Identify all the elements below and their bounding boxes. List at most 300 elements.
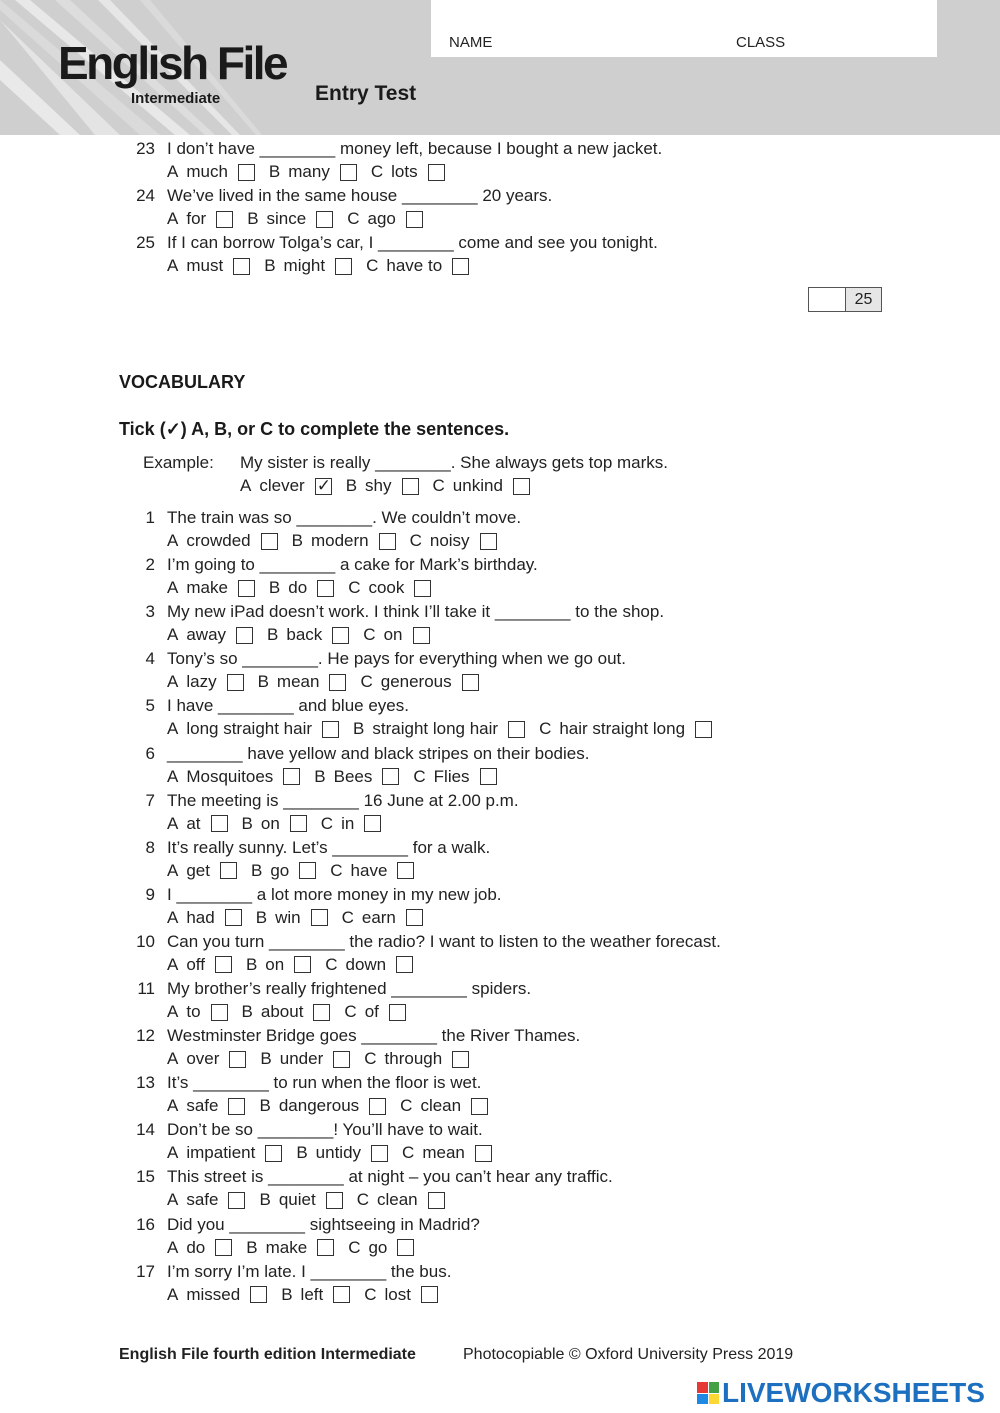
option-letter: C: [325, 954, 338, 974]
answer-option: [167, 208, 233, 230]
option-letter: B: [250, 860, 263, 880]
checked-tick-box[interactable]: [315, 478, 332, 495]
question-item: [0, 1214, 1000, 1261]
answer-option: [360, 671, 478, 693]
answer-option: [167, 1284, 267, 1306]
option-letter: A: [167, 954, 179, 974]
tick-box[interactable]: [233, 258, 250, 275]
answer-option: [167, 766, 300, 788]
answer-option: [246, 1237, 334, 1259]
tick-box[interactable]: [236, 627, 253, 644]
question-item: [0, 884, 1000, 931]
option-text: had: [186, 907, 215, 927]
option-letter: B: [345, 476, 358, 495]
answer-option: [347, 208, 423, 230]
option-letter: B: [296, 1143, 308, 1163]
option-letter: C: [539, 719, 552, 739]
option-text: back: [286, 625, 323, 645]
option-letter: C: [348, 578, 361, 598]
tick-box[interactable]: [215, 1239, 232, 1256]
option-letter: C: [409, 531, 422, 550]
option-text: make: [186, 578, 228, 598]
option-letter: B: [268, 162, 281, 181]
answer-options: [167, 1189, 459, 1211]
tick-box[interactable]: [333, 1286, 350, 1303]
option-letter: A: [167, 907, 179, 927]
tick-box[interactable]: [299, 862, 316, 879]
tick-box[interactable]: [311, 909, 328, 926]
tick-box[interactable]: [369, 1098, 386, 1115]
answer-option: [240, 475, 332, 497]
option-text: do: [288, 578, 308, 598]
tick-box[interactable]: [290, 815, 307, 832]
answer-option: [167, 860, 237, 882]
option-text: quiet: [278, 1190, 316, 1210]
option-text: over: [186, 1049, 220, 1069]
tick-box[interactable]: [238, 164, 255, 181]
answer-option: [264, 255, 352, 277]
answer-option: [242, 1001, 331, 1023]
option-text: must: [186, 256, 224, 275]
tick-box[interactable]: [335, 258, 352, 275]
answer-option: [364, 1284, 438, 1306]
example-label: Example:: [143, 453, 214, 472]
answer-option: [348, 1237, 414, 1259]
tick-box[interactable]: [333, 1051, 350, 1068]
option-letter: A: [167, 162, 179, 181]
answer-option: [246, 954, 311, 976]
tick-box[interactable]: [402, 478, 419, 495]
logo-title: English File: [58, 37, 287, 89]
option-letter: C: [364, 1049, 377, 1069]
answer-option: [267, 624, 349, 646]
answer-option: [346, 475, 419, 497]
option-text: earn: [361, 907, 396, 927]
tick-box[interactable]: [332, 627, 349, 644]
answer-option: [242, 813, 307, 835]
tick-box[interactable]: [428, 1192, 445, 1209]
answer-options: [167, 813, 395, 835]
answer-option: [251, 860, 316, 882]
option-letter: C: [370, 162, 384, 181]
question-text: I ________ a lot more money in my new job.: [167, 884, 502, 904]
tick-box[interactable]: [406, 909, 423, 926]
score-box: [808, 287, 882, 312]
option-text: unkind: [452, 476, 503, 495]
answer-option: [364, 1048, 469, 1070]
question-number: 16: [136, 1214, 155, 1234]
tick-box[interactable]: [229, 1051, 246, 1068]
tick-box[interactable]: [225, 909, 242, 926]
option-letter: C: [432, 476, 445, 495]
footer-copyright: Photocopiable © Oxford University Press 2019: [463, 1346, 794, 1363]
option-text: clean: [420, 1096, 462, 1116]
tick-box[interactable]: [480, 533, 497, 550]
option-text: win: [275, 907, 301, 927]
option-text: for: [186, 209, 207, 228]
footer-edition: English File fourth edition Intermediate: [119, 1346, 416, 1363]
question-item: [0, 978, 1000, 1025]
tick-box[interactable]: [475, 1145, 492, 1162]
option-text: get: [186, 860, 210, 880]
tick-box[interactable]: [313, 1004, 330, 1021]
answer-option: [167, 1095, 245, 1117]
answer-options: [167, 530, 511, 552]
tick-box[interactable]: [452, 258, 469, 275]
score-input[interactable]: [809, 288, 846, 311]
option-text: untidy: [315, 1143, 362, 1163]
option-letter: A: [167, 1096, 179, 1116]
answer-options: [167, 860, 428, 882]
question-item: [0, 1072, 1000, 1119]
tick-box[interactable]: [220, 862, 237, 879]
tick-box[interactable]: [250, 1286, 267, 1303]
logo-subtitle: Intermediate: [131, 90, 221, 107]
tick-box[interactable]: [211, 1004, 228, 1021]
answer-option: [260, 1048, 350, 1070]
question-text: Tony’s so ________. He pays for everything when we go out.: [167, 649, 626, 669]
option-letter: C: [363, 625, 376, 645]
answer-option: [363, 624, 429, 646]
question-number: 14: [136, 1120, 155, 1140]
answer-options: [167, 1142, 506, 1164]
question-number: 12: [136, 1026, 155, 1046]
option-letter: C: [348, 1237, 361, 1257]
class-label: CLASS: [736, 34, 786, 51]
tick-box[interactable]: [414, 580, 431, 597]
tick-box[interactable]: [211, 815, 228, 832]
question-number: 5: [145, 696, 155, 716]
question-number: 4: [145, 649, 155, 669]
answer-option: [296, 1142, 388, 1164]
tick-box[interactable]: [379, 533, 396, 550]
answer-option: [410, 530, 497, 552]
answer-options: [167, 907, 437, 929]
tick-box[interactable]: [413, 627, 430, 644]
option-text: off: [186, 954, 205, 974]
question-item: [0, 790, 1000, 837]
question-text: My sister is really ________. She always gets top marks.: [240, 453, 669, 472]
option-letter: B: [247, 209, 259, 228]
tick-box[interactable]: [389, 1004, 406, 1021]
option-text: impatient: [186, 1143, 256, 1163]
option-letter: B: [267, 625, 279, 645]
question-number: 2: [145, 555, 155, 575]
option-text: of: [364, 1002, 379, 1021]
tick-box[interactable]: [238, 580, 255, 597]
answer-options: [167, 161, 459, 183]
tick-box[interactable]: [406, 211, 423, 228]
tick-box[interactable]: [294, 956, 311, 973]
question-item: [0, 1166, 1000, 1213]
answer-option: [167, 954, 232, 976]
question-number: 15: [136, 1167, 155, 1187]
option-letter: B: [314, 766, 326, 786]
tick-box[interactable]: [326, 1192, 343, 1209]
question-number: 17: [136, 1261, 155, 1281]
option-letter: A: [167, 860, 179, 880]
option-letter: B: [259, 1096, 271, 1116]
option-letter: A: [167, 813, 179, 833]
question-text: The train was so ________. We couldn’t move.: [167, 508, 522, 527]
tick-box[interactable]: [452, 1051, 469, 1068]
tick-box[interactable]: [364, 815, 381, 832]
answer-option: [371, 161, 445, 183]
tick-box[interactable]: [382, 768, 399, 785]
vocabulary-instruction: Tick (✓) A, B, or C to complete the sentences.: [119, 419, 510, 439]
option-letter: C: [364, 1284, 377, 1304]
question-number: 10: [136, 931, 155, 951]
answer-option: [167, 1001, 228, 1023]
tick-box[interactable]: [265, 1145, 282, 1162]
option-text: through: [384, 1049, 443, 1069]
option-letter: B: [246, 1237, 258, 1257]
answer-option: [167, 1142, 282, 1164]
option-letter: B: [259, 1190, 271, 1210]
option-text: do: [186, 1237, 206, 1257]
question-text: It’s really sunny. Let’s ________ for a walk.: [167, 837, 491, 857]
question-item: [0, 1025, 1000, 1072]
answer-option: [366, 255, 469, 277]
answer-option: [348, 577, 431, 599]
option-text: missed: [186, 1284, 241, 1304]
answer-option: [259, 1189, 342, 1211]
answer-option: [433, 475, 530, 497]
option-text: about: [260, 1002, 304, 1021]
option-text: safe: [186, 1096, 219, 1116]
answer-options: [167, 954, 427, 976]
option-text: noisy: [429, 531, 470, 550]
answer-option: [400, 1095, 488, 1117]
answer-option: [167, 161, 255, 183]
option-text: long straight hair: [186, 719, 313, 739]
option-text: lazy: [186, 672, 217, 692]
option-text: straight long hair: [372, 719, 499, 739]
option-letter: B: [268, 578, 281, 598]
tick-box[interactable]: [462, 674, 479, 691]
question-item: [0, 1261, 1000, 1308]
answer-option: [247, 208, 333, 230]
tick-box[interactable]: [261, 533, 278, 550]
tick-box[interactable]: [317, 580, 334, 597]
tick-box[interactable]: [428, 164, 445, 181]
tick-box[interactable]: [317, 1239, 334, 1256]
question-number: 25: [136, 233, 155, 252]
answer-option: [259, 1095, 386, 1117]
option-text: have: [350, 860, 388, 880]
answer-options: [167, 1001, 420, 1023]
question-number: 13: [136, 1073, 155, 1093]
option-letter: C: [366, 256, 379, 275]
option-letter: A: [167, 256, 179, 275]
answer-option: [292, 530, 396, 552]
option-letter: A: [167, 531, 179, 550]
question-text: I don’t have ________ money left, because I bought a new jacket.: [167, 139, 663, 158]
answer-option: [344, 1001, 405, 1023]
tick-box[interactable]: [316, 211, 333, 228]
liveworksheets-watermark: [697, 1379, 985, 1407]
answer-option: [342, 907, 423, 929]
answer-option: [167, 907, 242, 929]
question-item: [0, 232, 1000, 279]
option-text: on: [383, 625, 403, 645]
answer-option: [269, 161, 357, 183]
option-letter: A: [167, 625, 179, 645]
tick-box[interactable]: [322, 721, 339, 738]
option-letter: B: [257, 672, 269, 692]
question-item: [0, 554, 1000, 601]
answer-option: [402, 1142, 492, 1164]
question-text: If I can borrow Tolga’s car, I ________ come and see you tonight.: [167, 233, 658, 252]
option-text: away: [186, 625, 227, 645]
option-letter: C: [320, 813, 334, 833]
answer-option: [167, 671, 244, 693]
tick-box[interactable]: [397, 1239, 414, 1256]
answer-options: [240, 475, 544, 497]
tick-box[interactable]: [227, 674, 244, 691]
option-letter: B: [260, 1049, 272, 1069]
name-label: NAME: [449, 34, 493, 51]
question-text: I’m going to ________ a cake for Mark’s birthday.: [167, 555, 538, 575]
answer-options: [167, 718, 726, 740]
answer-option: [353, 718, 525, 740]
question-item: [0, 648, 1000, 695]
option-text: under: [279, 1049, 324, 1069]
tick-box[interactable]: [397, 862, 414, 879]
tick-box[interactable]: [421, 1286, 438, 1303]
answer-option: [330, 860, 414, 882]
option-text: ago: [367, 209, 396, 228]
option-letter: A: [240, 476, 252, 495]
answer-options: [167, 577, 445, 599]
answer-option: [167, 577, 255, 599]
tick-box[interactable]: [283, 768, 300, 785]
option-letter: A: [167, 719, 179, 739]
tick-box[interactable]: [471, 1098, 488, 1115]
option-text: clean: [376, 1190, 418, 1210]
tick-box[interactable]: [329, 674, 346, 691]
option-letter: A: [167, 209, 179, 228]
option-text: go: [270, 860, 290, 880]
answer-option: [357, 1189, 445, 1211]
answer-options: [167, 1237, 428, 1259]
option-letter: C: [341, 907, 354, 927]
option-text: at: [186, 813, 201, 833]
option-letter: A: [167, 1049, 179, 1069]
option-text: modern: [310, 531, 369, 550]
option-letter: C: [347, 209, 360, 228]
tick-box[interactable]: [513, 478, 530, 495]
option-text: in: [341, 813, 355, 833]
question-item: [0, 185, 1000, 232]
answer-option: [269, 577, 334, 599]
test-title: Entry Test: [315, 82, 417, 105]
tick-box[interactable]: [695, 721, 712, 738]
option-letter: A: [167, 578, 179, 598]
tick-box[interactable]: [396, 956, 413, 973]
question-text: Did you ________ sightseeing in Madrid?: [167, 1214, 480, 1234]
question-text: The meeting is ________ 16 June at 2.00 p.m.: [167, 790, 519, 810]
answer-option: [167, 1189, 245, 1211]
question-text: ________ have yellow and black stripes on their bodies.: [167, 743, 590, 763]
vocabulary-heading: VOCABULARY: [119, 372, 246, 392]
option-letter: B: [291, 531, 303, 550]
answer-option: [167, 718, 339, 740]
answer-option: [539, 718, 712, 740]
option-text: crowded: [186, 531, 251, 550]
question-text: My new iPad doesn’t work. I think I’ll take it ________ to the shop.: [167, 602, 665, 622]
option-letter: B: [245, 954, 258, 974]
answer-options: [167, 671, 493, 693]
answer-option: [281, 1284, 350, 1306]
option-text: Mosquitoes: [186, 766, 274, 786]
question-item: [0, 507, 1000, 554]
answer-option: [167, 255, 250, 277]
question-text: Can you turn ________ the radio? I want to listen to the weather forecast.: [167, 931, 721, 951]
option-letter: B: [241, 1002, 253, 1021]
question-number: 8: [145, 837, 155, 857]
answer-options: [167, 624, 444, 646]
option-text: since: [266, 209, 307, 228]
option-letter: A: [167, 672, 179, 692]
answer-option: [325, 954, 413, 976]
answer-option: [258, 671, 347, 693]
option-letter: A: [167, 1143, 179, 1163]
tick-box[interactable]: [215, 956, 232, 973]
option-text: down: [345, 954, 387, 974]
option-text: safe: [186, 1190, 219, 1210]
answer-option: [167, 1237, 232, 1259]
option-letter: B: [281, 1284, 293, 1304]
question-text: Don’t be so ________! You’ll have to wait.: [167, 1120, 483, 1140]
tick-box[interactable]: [480, 768, 497, 785]
question-item: [0, 138, 1000, 185]
question-text: My brother’s really frightened ________ spiders.: [167, 979, 532, 998]
tick-box[interactable]: [228, 1192, 245, 1209]
option-letter: B: [264, 256, 276, 275]
liveworksheets-text: LIVEWORKSHEETS: [722, 1377, 985, 1408]
tick-box[interactable]: [340, 164, 357, 181]
tick-box[interactable]: [371, 1145, 388, 1162]
tick-box[interactable]: [228, 1098, 245, 1115]
tick-box[interactable]: [508, 721, 525, 738]
tick-box[interactable]: [216, 211, 233, 228]
score-total: 25: [846, 288, 881, 311]
question-number: 11: [137, 979, 155, 998]
question-item: [0, 695, 1000, 742]
question-number: 9: [145, 884, 155, 904]
answer-options: [167, 255, 483, 277]
answer-options: [167, 1048, 483, 1070]
option-letter: B: [241, 813, 253, 833]
option-text: lots: [391, 162, 418, 181]
option-text: go: [368, 1237, 388, 1257]
answer-option: [167, 530, 278, 552]
option-text: have to: [386, 256, 443, 275]
option-text: clever: [259, 476, 305, 495]
question-text: It’s ________ to run when the floor is wet.: [167, 1073, 482, 1093]
option-text: on: [265, 954, 285, 974]
option-text: Bees: [333, 766, 373, 786]
option-text: make: [265, 1237, 308, 1257]
question-number: 24: [136, 186, 155, 205]
option-letter: A: [167, 766, 179, 786]
question-text: I have ________ and blue eyes.: [167, 696, 409, 716]
option-letter: C: [402, 1143, 415, 1163]
option-text: cook: [368, 578, 405, 598]
question-number: 6: [145, 743, 155, 763]
answer-option: [167, 813, 228, 835]
